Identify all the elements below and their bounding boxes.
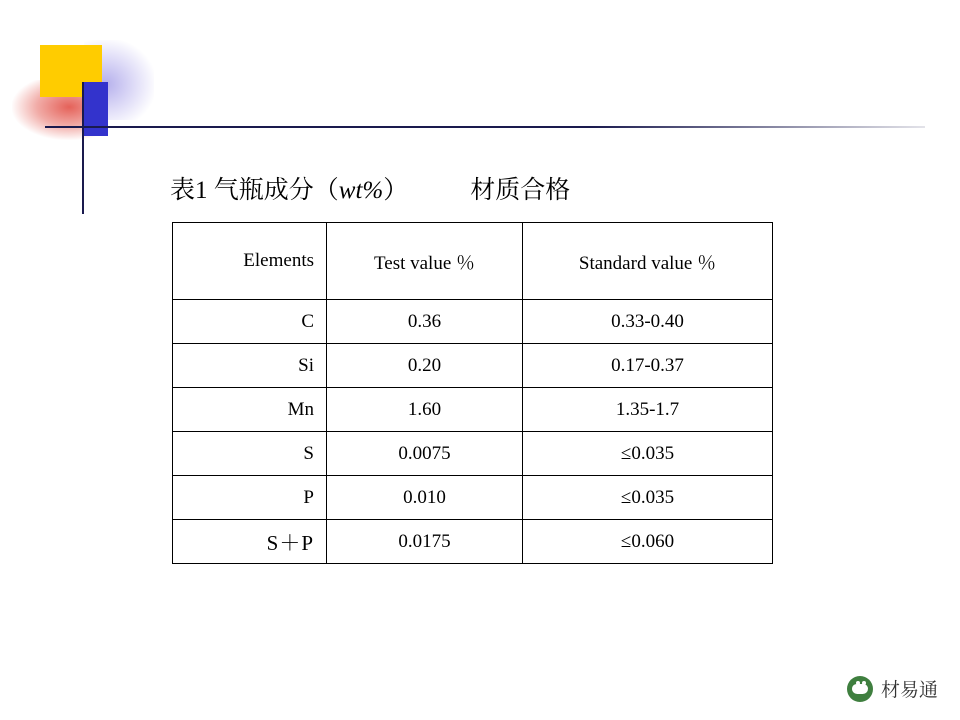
table-header <box>173 223 773 300</box>
cell-element: P <box>173 476 327 520</box>
cell-standard-value: 0.17-0.37 <box>523 344 773 388</box>
table-body <box>173 300 773 564</box>
composition-table <box>172 222 773 564</box>
composition-table-wrapper <box>172 222 772 564</box>
title-suffix: ） <box>383 177 409 204</box>
cell-element: Si <box>173 344 327 388</box>
cell-standard-value: 1.35-1.7 <box>523 388 773 432</box>
table-row <box>173 388 773 432</box>
cell-test-value: 0.36 <box>327 300 523 344</box>
cell-standard-value: ≤0.035 <box>523 432 773 476</box>
slide-title-row <box>170 170 870 206</box>
cell-test-value: 0.010 <box>327 476 523 520</box>
column-header-standard-value: Standard value ％ <box>523 223 773 300</box>
title-note: 材质合格 <box>470 177 571 204</box>
cell-standard-value: ≤0.060 <box>523 520 773 564</box>
cell-standard-value: ≤0.035 <box>523 476 773 520</box>
violet-blur-shape <box>84 40 154 120</box>
cell-element: S＋P <box>173 520 327 564</box>
table-row <box>173 432 773 476</box>
red-blur-shape <box>12 80 100 140</box>
table-header-row <box>173 223 773 300</box>
vertical-rule <box>82 82 84 214</box>
watermark-label: 材易通 <box>880 680 938 701</box>
cell-element: S <box>173 432 327 476</box>
title-unit: wt% <box>338 177 384 204</box>
cell-standard-value: 0.33-0.40 <box>523 300 773 344</box>
panda-logo-icon <box>847 676 873 702</box>
table-row <box>173 300 773 344</box>
cell-test-value: 0.0075 <box>327 432 523 476</box>
cell-element: C <box>173 300 327 344</box>
cell-element: Mn <box>173 388 327 432</box>
blue-rectangle-shape <box>82 82 108 136</box>
column-header-elements: Elements <box>173 223 327 300</box>
table-row <box>173 520 773 564</box>
page-title <box>170 170 408 206</box>
table-row <box>173 476 773 520</box>
watermark <box>847 675 938 702</box>
horizontal-rule <box>45 126 925 128</box>
title-prefix: 表1 气瓶成分（ <box>170 177 339 204</box>
yellow-square-shape <box>40 45 102 97</box>
cell-test-value: 1.60 <box>327 388 523 432</box>
cell-test-value: 0.0175 <box>327 520 523 564</box>
column-header-test-value: Test value ％ <box>327 223 523 300</box>
table-row <box>173 344 773 388</box>
cell-test-value: 0.20 <box>327 344 523 388</box>
